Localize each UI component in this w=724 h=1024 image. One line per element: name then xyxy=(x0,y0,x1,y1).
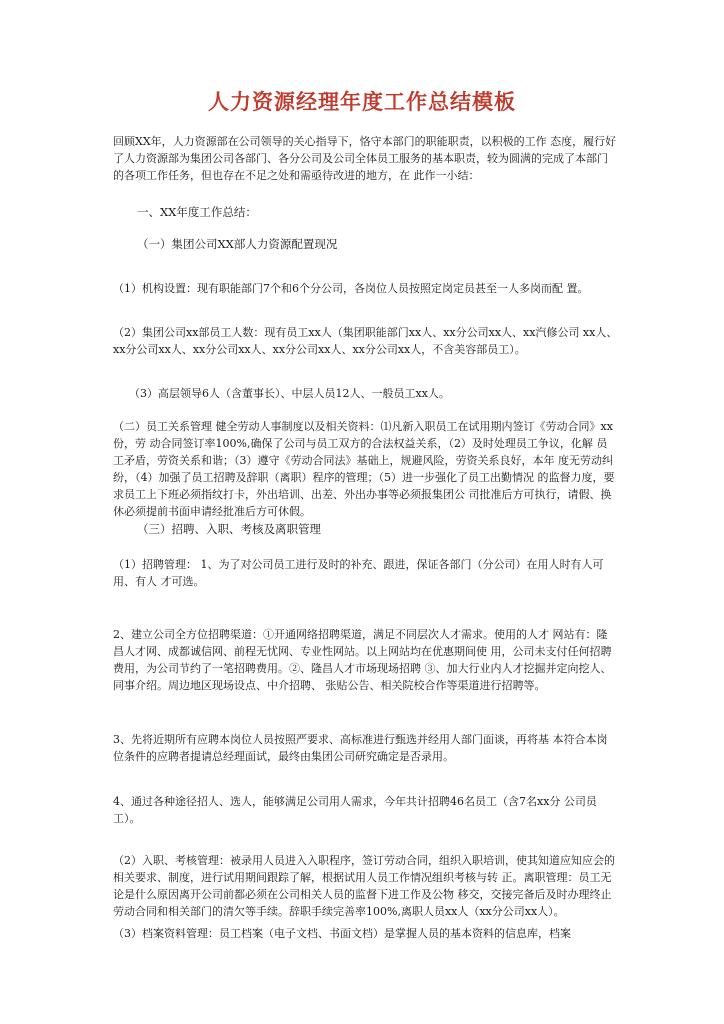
paragraph-org-structure: （1）机构设置：现有职能部门7个和6个分公司，各岗位人员按照定岗定员甚至一人多岗而配 置。 xyxy=(113,282,589,295)
paragraph-onboarding-offboarding: （2）入职、考核管理：被录用人员进入入职程序，签订劳动合同，组织入职培训，使其知道应知应会的相关要求、制度，进行试用期间跟踪了解，根据试用人员工作情况组织考核与转 正。离职管理：员工无论是什么原因离开公司前都必须在公司相关人员的监督下进工作及公物 移交，交接完备后及时办理终止劳动合同和相关部门的清欠等手续。辞职手续完善率100%,离职人员xx人（xx分公司xx人）。 xyxy=(113,854,615,918)
intro-paragraph: 回顾XX年，人力资源部在公司领导的关心指导下，恪守本部门的职能职责，以积极的工作 态度，履行好了人力资源部为集团公司各部门、各分公司及公司全体员工服务的基本职责，较为圆满的完成了本部门的各项工作任务，但也存在不足之处和需亟待改进的地方，在 此作一小结： xyxy=(113,135,617,182)
document-title: 人力资源经理年度工作总结模板 xyxy=(208,89,516,114)
paragraph-recruitment-management: （1）招聘管理： 1、为了对公司员工进行及时的补充、跟进，保证各部门（分公司）在用人时有人可用、有人 才可选。 xyxy=(113,558,604,588)
paragraph-archive-management: （3）档案资料管理：员工档案（电子文档、书面文档）是掌握人员的基本资料的信息库，档案 xyxy=(113,927,571,940)
subsection-heading-staffing: （一）集团公司XX部人力资源配置现况 xyxy=(137,237,338,251)
paragraph-employee-relations: （二）员工关系管理 健全劳动人事制度以及相关资料：⑴凡新入职员工在试用期内签订《劳动合同》xx份，劳 动合同签订率100%,确保了公司与员工双方的合法权益关系，（2）及时处理员工争议，化解 员工矛盾，劳资关系和谐；（3）遵守《劳动合同法》基础上，规避风险，劳资关系良好，本年 度无劳动纠纷，（4）加强了员工招聘及辞职（离职）程序的管理；（5）进一步强化了员工出勤情况 的监督力度，要求员工上下班必须指纹打卡，外出培训、出差、外出办事等必须报集团公 司批准后方可执行，请假、换休必须提前书面申请经批准后方可休假。 xyxy=(113,420,615,518)
paragraph-selection-process: 3、先将近期所有应聘本岗位人员按照严要求、高标准进行甄选并经用人部门面谈，再将基 本符合本岗位条件的应聘者提请总经理面试，最终由集团公司研究确定是否录用。 xyxy=(113,733,608,763)
paragraph-headcount: （2）集团公司xx部员工人数：现有员工xx人（集团职能部门xx人、xx分公司xx人、xx汽修公司 xx人、xx分公司xx人、xx分公司xx人、xx分公司xx人、xx分公司xx人，不含美容部员工）。 xyxy=(113,326,618,356)
section-heading-annual-summary: 一、XX年度工作总结： xyxy=(137,205,257,219)
paragraph-leadership: （3）高层领导6人（含董事长）、中层人员12人、一般员工xx人。 xyxy=(129,387,450,400)
paragraph-recruitment-channels: 2、建立公司全方位招聘渠道：①开通网络招聘渠道，满足不同层次人才需求。使用的人才 网站有：隆昌人才网、成都诚信网、前程无忧网、专业性网站。以上网站均在优惠期间使 用，公司未支付任何招聘费用，为公司节约了一笔招聘费用。②、隆昌人才市场现场招聘 ③、加大行业内人才挖掘并定向挖人、同事介绍。周边地区现场设点、中介招聘、 张贴公告、相关院校合作等渠道进行招聘等。 xyxy=(113,628,612,692)
subsection-heading-recruitment: （三）招聘、入职、考核及离职管理 xyxy=(137,522,321,536)
paragraph-hiring-results: 4、通过各种途径招人、选人，能够满足公司用人需求，今年共计招聘46名员工（含7名xx分 公司员工）。 xyxy=(113,795,597,825)
